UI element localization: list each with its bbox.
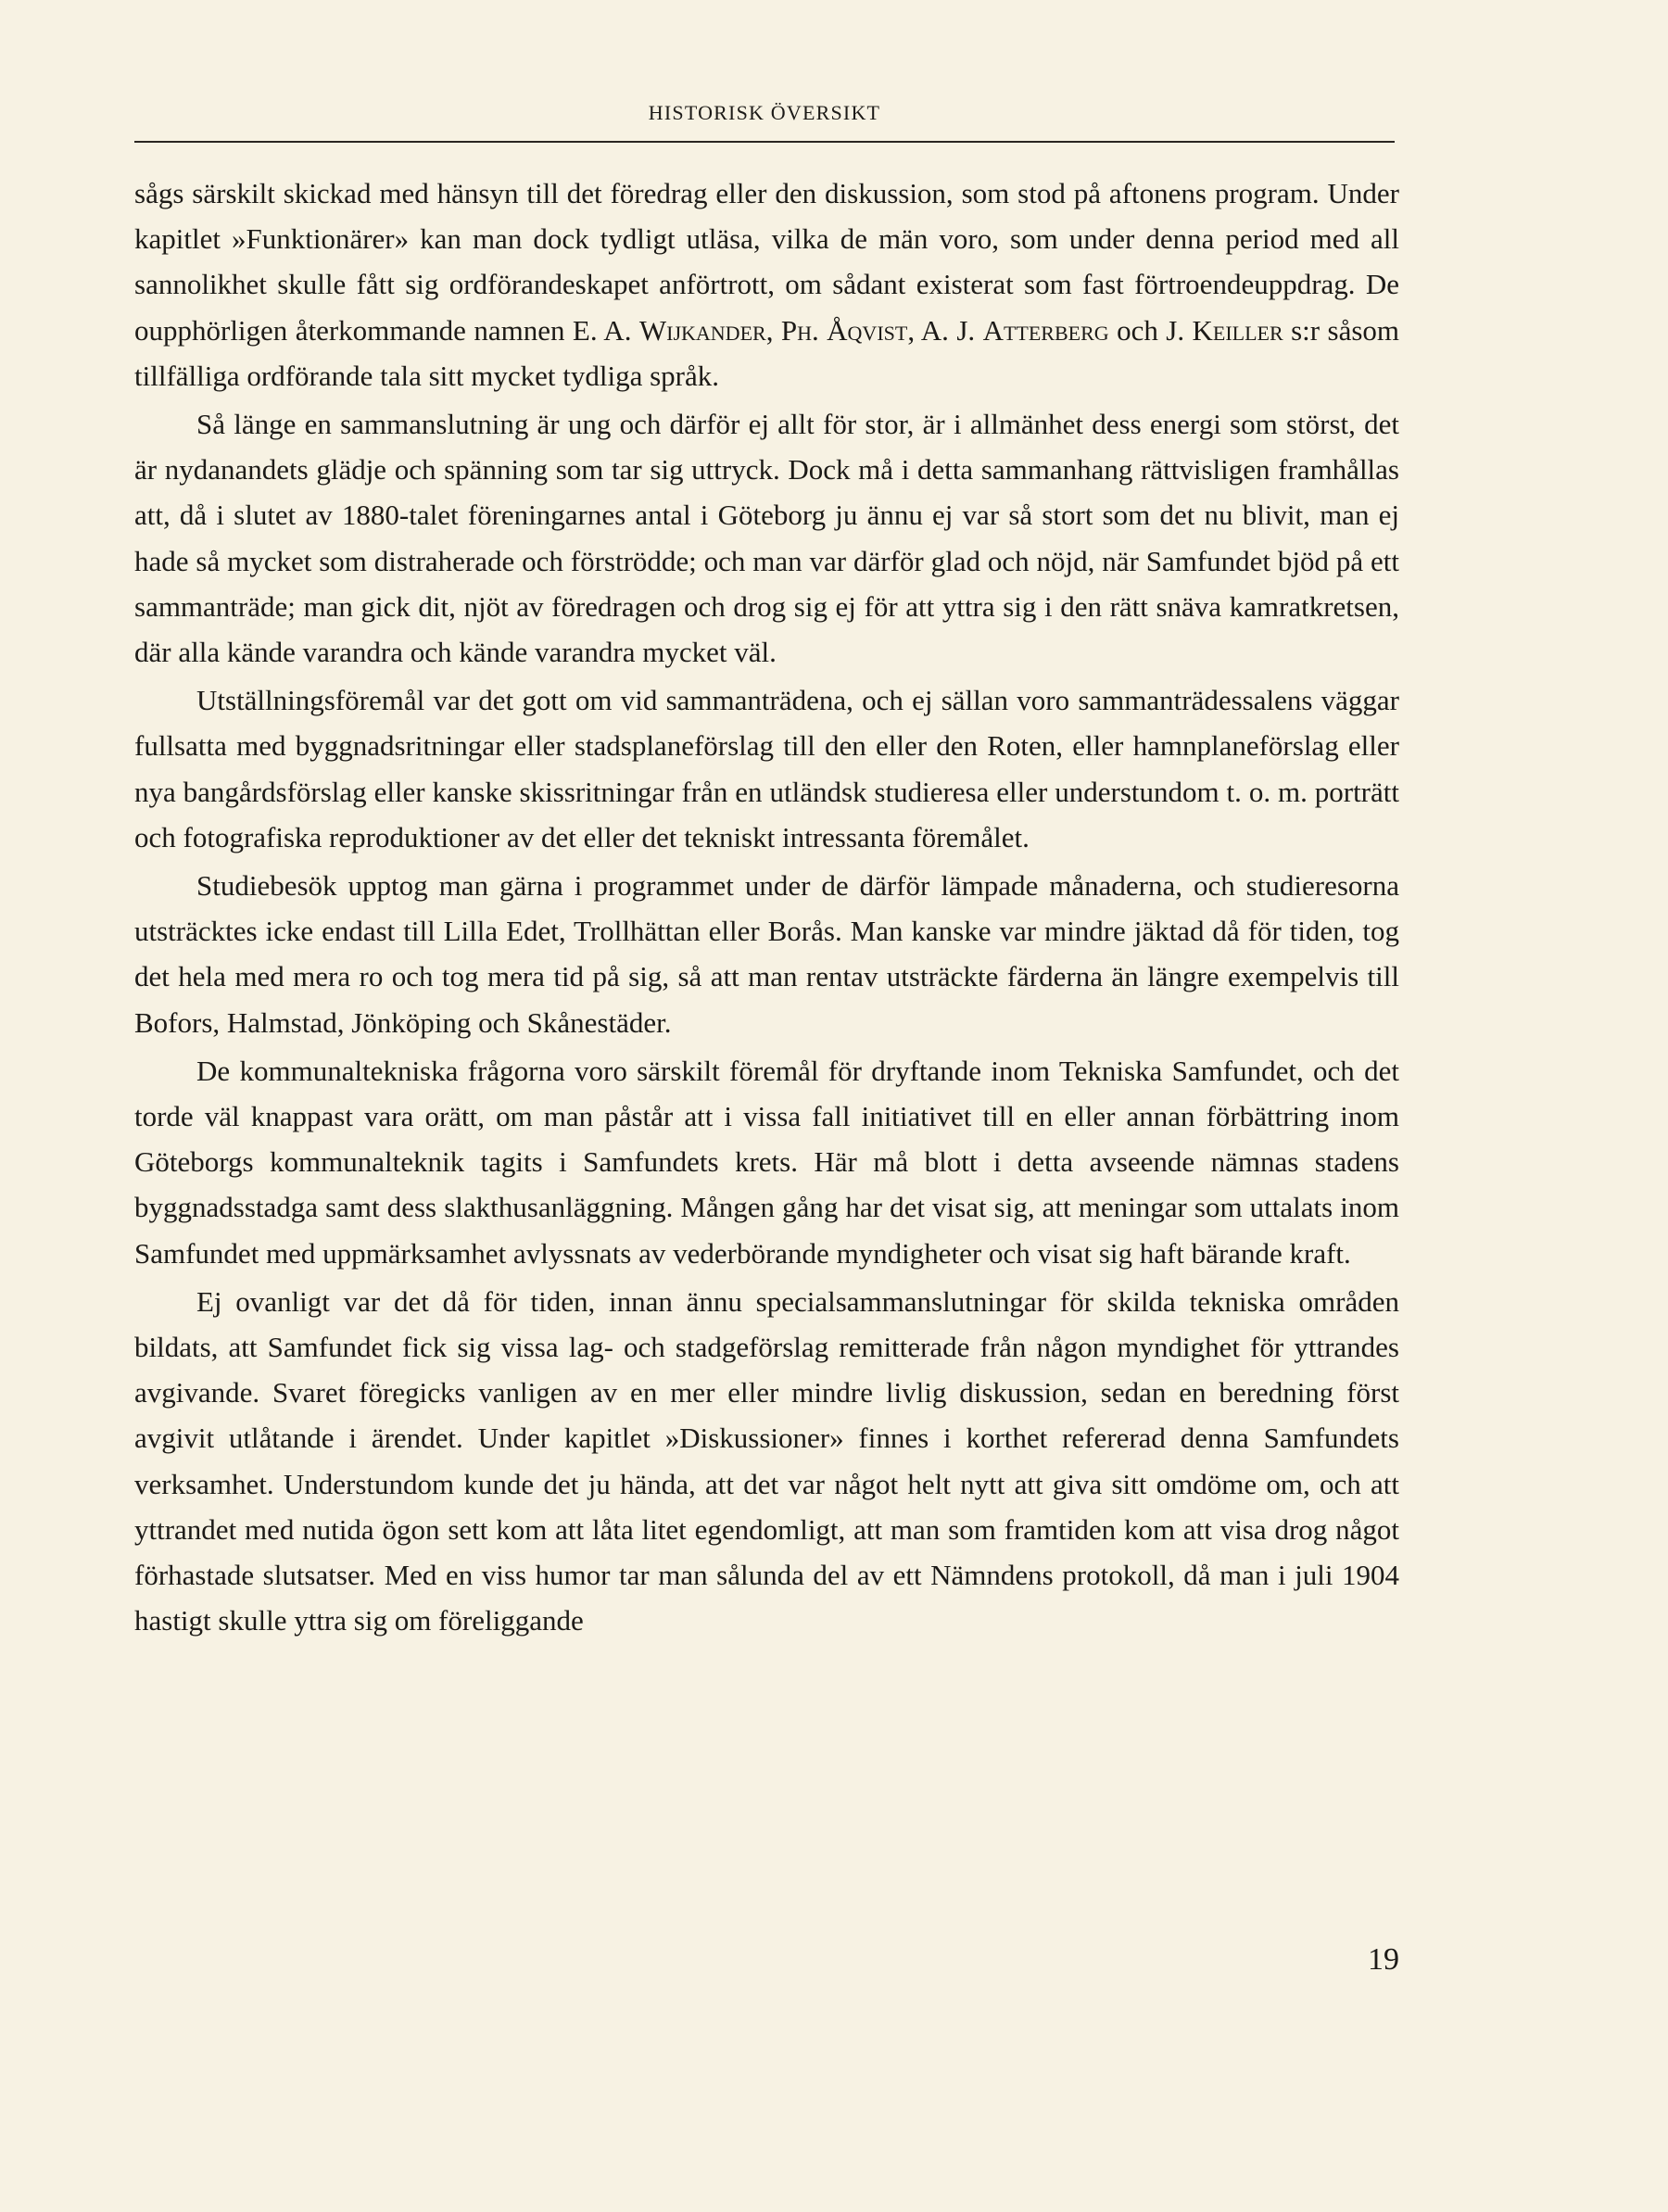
text-run: De kommunaltekniska frågorna voro särskilt föremål för dryftande inom Tekniska Samfundet, och det torde väl knappast vara orätt, om man påstår att i vissa fall initiativet till en eller annan förbättring inom Göteborgs kommunalteknik tagits i Samfundets krets. Här må blott i detta avseende nämnas stadens byggnadsstadga samt dess slakthusanläggning. Mången gång har det visat sig, att meningar som uttalats inom Samfundet med uppmärksamhet avlyssnats av vederbörande myndigheter och visat sig haft bärande kraft. <box>134 1054 1399 1270</box>
page-number: 19 <box>1368 1942 1399 1977</box>
paragraph <box>134 401 1399 675</box>
person-name: Keiller <box>1192 313 1283 347</box>
person-name: Atterberg <box>982 313 1109 347</box>
paragraph <box>134 171 1399 398</box>
text-run: Ej ovanligt var det då för tiden, innan ännu specialsammanslutningar för skilda tekniska områden bildats, att Samfundet fick sig vissa lag- och stadgeförslag remitterade från någon myndighet för yttrandes avgivande. Svaret föregicks vanligen av en mer eller mindre livlig diskussion, sedan en beredning först avgivit utlåtande i ärendet. Under kapitlet »Diskussioner» finnes i korthet refererad denna Samfundets verksamhet. Understundom kunde det ju hända, att det var något helt nytt att giva sitt omdöme om, och att yttrandet med nutida ögon sett kom att låta litet egendomligt, att man som framtiden kom att visa drog något förhastade slutsatser. Med en viss humor tar man sålunda del av ett Nämndens protokoll, då man i juli 1904 hastigt skulle yttra sig om föreliggande <box>134 1284 1399 1637</box>
text-run: s:r såsom tillfälliga ordförande tala sitt mycket tydliga språk. <box>134 313 1399 392</box>
paragraph <box>134 677 1399 860</box>
text-run: Studiebesök upptog man gärna i programmet under de därför lämpade månaderna, och studieresorna utsträcktes icke endast till Lilla Edet, Trollhättan eller Borås. Man kanske var mindre jäktad då för tiden, tog det hela med mera ro och tog mera tid på sig, så att man rentav utsträckte färderna än längre exempelvis till Bofors, Halmstad, Jönköping och Skånestäder. <box>134 869 1399 1039</box>
text-run: och J. <box>1108 313 1193 347</box>
text-run: , <box>765 313 781 347</box>
text-run: Så länge en sammanslutning är ung och därför ej allt för stor, är i allmänhet dess energi som störst, det är nydanandets glädje och spänning som tar sig uttryck. Dock må i detta sammanhang rättvisligen framhållas att, då i slutet av 1880-talet föreningarnes antal i Göteborg ju ännu ej var så stort som det nu blivit, man ej hade så mycket som distraherade och förströdde; och man var därför glad och nöjd, när Samfundet bjöd på ett sammanträde; man gick dit, njöt av föredragen och drog sig ej för att yttra sig i den rätt snäva kamratkretsen, där alla kände varandra och kände varandra mycket väl. <box>134 408 1399 669</box>
text-run: , A. J. <box>907 313 983 347</box>
header-rule <box>134 141 1395 143</box>
paragraph <box>134 1048 1399 1276</box>
paragraph <box>134 863 1399 1045</box>
running-head: HISTORISK ÖVERSIKT <box>648 101 881 124</box>
person-name: Wijkander <box>638 313 766 347</box>
paragraph <box>134 1279 1399 1644</box>
person-name: Ph. Åqvist <box>780 313 908 347</box>
text-run: sågs särskilt skickad med hänsyn till det föredrag eller den diskussion, som stod på aftonens program. Under kapitlet »Funktionärer» kan man dock tydligt utläsa, vilka de män voro, som under denna period med all sannolikhet skulle fått sig ordförandeskapet anförtrott, om sådant existerat som fast förtroendeuppdrag. De oupphörligen återkommande namnen E. A. <box>134 177 1399 347</box>
body-text <box>134 171 1399 1644</box>
text-run: Utställningsföremål var det gott om vid sammanträdena, och ej sällan voro sammanträdessalens väggar fullsatta med byggnadsritningar eller stadsplaneförslag till den eller den Roten, eller hamnplaneförslag eller nya bangårdsförslag eller kanske skissritningar från en utländsk studieresa eller understundom t. o. m. porträtt och fotografiska reproduktioner av det eller det tekniskt intressanta föremålet. <box>134 684 1399 853</box>
